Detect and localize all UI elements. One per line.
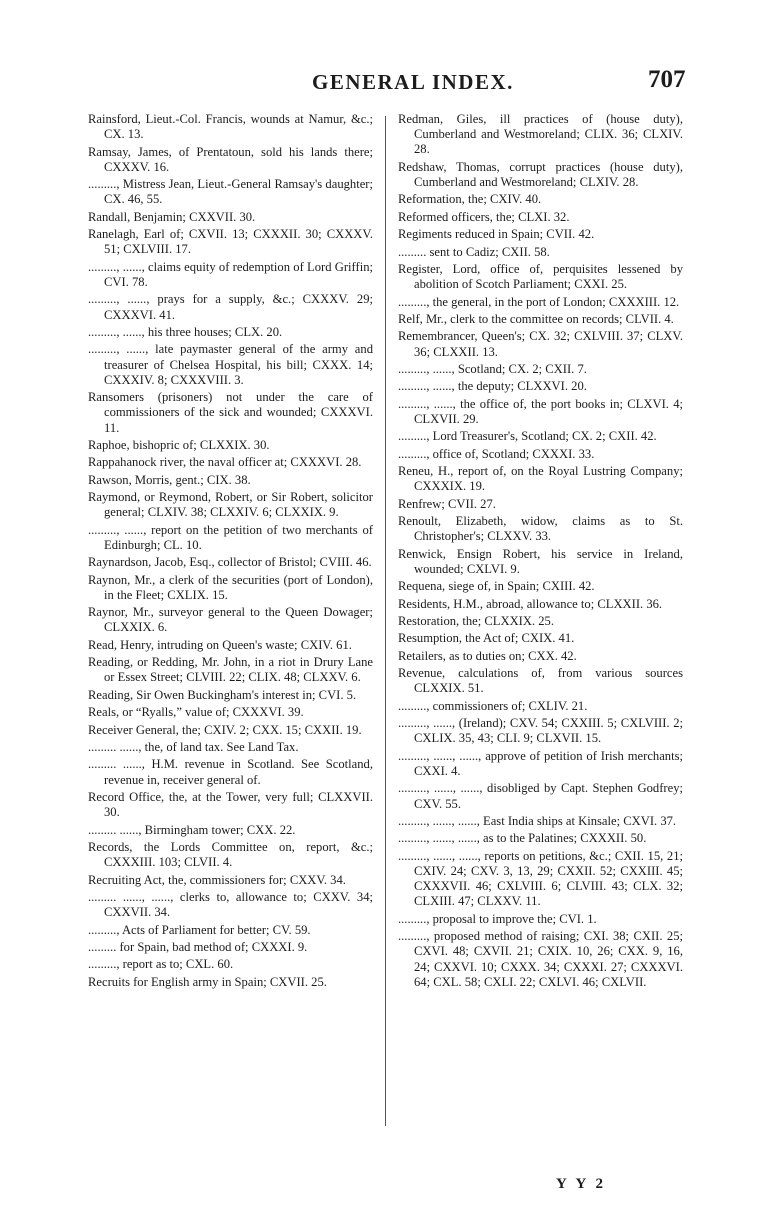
index-entry: Reals, or “Ryalls,” value of; CXXXVI. 39. [88,705,304,720]
index-entry: Redman, Giles, ill practices of (house duty), Cumberland and Westmoreland; CLIX. 36; CLXIV. 28. [398,112,683,157]
index-entry: ........., ......, prays for a supply, &c.; CXXXV. 29; CXXXVI. 41. [88,292,373,322]
index-entry: ........., ......, his three houses; CLX. 20. [88,324,283,339]
page-number: 707 [648,66,686,93]
index-entry: ........., report as to; CXL. 60. [88,957,234,972]
index-entry: Redshaw, Thomas, corrupt practices (house duty), Cumberland and Westmoreland; CLXIV. 28. [398,159,683,189]
index-entry: Receiver General, the; CXIV. 2; CXX. 15; CXXII. 19. [88,722,362,737]
index-entry: ........., commissioners of; CXLIV. 21. [398,698,588,713]
index-entry: ........., ......, Scotland; CX. 2; CXII. 7. [398,361,587,376]
index-entry: Restoration, the; CLXXIX. 25. [398,614,555,629]
index-entry: ........., ......, the office of, the port books in; CLXVI. 4; CLXVII. 29. [398,396,683,426]
index-entry: Reading, or Redding, Mr. John, in a riot in Drury Lane or Essex Street; CLVIII. 22; CLIX. 48; CLXXV. 6. [88,655,373,685]
index-entry: Requena, siege of, in Spain; CXIII. 42. [398,579,595,594]
index-entry: Revenue, calculations of, from various sources CLXXIX. 51. [398,666,683,696]
index-entry: Raphoe, bishopric of; CLXXIX. 30. [88,437,270,452]
index-entry: Reading, Sir Owen Buckingham's interest in; CVI. 5. [88,687,357,702]
index-entry: ........., ......, (Ireland); CXV. 54; CXXIII. 5; CXLVIII. 2; CXLIX. 35, 43; CLI. 9; CLXVII. 15. [398,716,683,746]
index-entry: Rawson, Morris, gent.; CIX. 38. [88,472,251,487]
index-column-right [398,112,683,992]
index-entry: Ramsay, James, of Prentatoun, sold his lands there; CXXXV. 16. [88,144,373,174]
index-entry: Recruiting Act, the, commissioners for; CXXV. 34. [88,872,346,887]
index-entry: Renwick, Ensign Robert, his service in Ireland, wounded; CXLVI. 9. [398,546,683,576]
index-entry: Remembrancer, Queen's; CX. 32; CXLVIII. 37; CLXV. 36; CLXXII. 13. [398,329,683,359]
index-entry: Records, the Lords Committee on, report, &c.; CXXXIII. 103; CLVII. 4. [88,840,373,870]
index-entry: ......... ......, H.M. revenue in Scotland. See Scotland, revenue in, receiver general of. [88,757,373,787]
index-entry: Relf, Mr., clerk to the committee on records; CLVII. 4. [398,311,674,326]
index-entry: Raymond, or Reymond, Robert, or Sir Robert, solicitor general; CLXIV. 38; CLXXIV. 6; CLXXIX. 9. [88,490,373,520]
index-entry: ........., Mistress Jean, Lieut.-General Ramsay's daughter; CX. 46, 55. [88,177,373,207]
index-entry: ........., the general, in the port of London; CXXXIII. 12. [398,294,680,309]
index-entry: ........., ......, claims equity of redemption of Lord Griffin; CVI. 78. [88,259,373,289]
index-entry: Retailers, as to duties on; CXX. 42. [398,648,577,663]
index-entry: ......... ......, the, of land tax. See Land Tax. [88,740,299,755]
index-entry: ........., ......, ......, approve of petition of Irish merchants; CXXI. 4. [398,748,683,778]
index-entry: Rainsford, Lieut.-Col. Francis, wounds at Namur, &c.; CX. 13. [88,112,373,142]
index-entry: ........., proposal to improve the; CVI. 1. [398,911,597,926]
index-entry: ........., proposed method of raising; CXI. 38; CXII. 25; CXVI. 48; CXVII. 21; CXIX. 10, 26; CXX. 9, 16, 24; CXXVI. 10; CXXX. 34; CXXXI. 27; CXXXVI. 64; CXL. 58; CXLI. 22; CXLVI. 46; CXLVII. [398,929,683,989]
index-entry: Recruits for English army in Spain; CXVII. 25. [88,974,327,989]
index-entry: ........., Lord Treasurer's, Scotland; CX. 2; CXII. 42. [398,429,657,444]
index-entry: Raynardson, Jacob, Esq., collector of Bristol; CVIII. 46. [88,555,372,570]
index-entry: ......... for Spain, bad method of; CXXXI. 9. [88,939,308,954]
index-entry: Reneu, H., report of, on the Royal Lustring Company; CXXXIX. 19. [398,464,683,494]
index-entry: Raynon, Mr., a clerk of the securities (port of London), in the Fleet; CXLIX. 15. [88,572,373,602]
index-entry: Read, Henry, intruding on Queen's waste; CXIV. 61. [88,637,352,652]
index-entry: ........., Acts of Parliament for better; CV. 59. [88,922,311,937]
index-entry: Ranelagh, Earl of; CXVII. 13; CXXXII. 30; CXXXV. 51; CXLVIII. 17. [88,227,373,257]
index-entry: ......... ......, Birmingham tower; CXX. 22. [88,822,296,837]
index-entry: ........., ......, ......, reports on petitions, &c.; CXII. 15, 21; CXIV. 24; CXV. 3, 13, 29; CXXII. 52; CXXIII. 45; CXXXVII. 46; CXLVIII. 6; CLVIII. 43; CLX. 32; CLXIII. 47; CLXXV. 11. [398,848,683,909]
index-entry: Record Office, the, at the Tower, very full; CLXXVII. 30. [88,790,373,820]
index-entry: ......... ......, ......, clerks to, allowance to; CXXV. 34; CXXVII. 34. [88,889,373,920]
index-entry: Rappahanock river, the naval officer at; CXXXVI. 28. [88,455,362,470]
index-entry: Randall, Benjamin; CXXVII. 30. [88,209,256,224]
index-entry: Register, Lord, office of, perquisites lessened by abolition of Scotch Parliament; CXXI. 25. [398,261,683,292]
index-entry: ........., office of, Scotland; CXXXI. 33. [398,446,595,461]
index-entry: Renfrew; CVII. 27. [398,496,496,511]
index-entry: Residents, H.M., abroad, allowance to; CLXXII. 36. [398,596,663,611]
index-entry: ........., ......, ......, as to the Palatines; CXXXII. 50. [398,831,647,846]
index-entry: ......... sent to Cadiz; CXII. 58. [398,244,550,259]
index-entry: ........., ......, report on the petition of two merchants of Edinburgh; CL. 10. [88,522,373,552]
index-column-left [88,112,373,992]
index-entry: Regiments reduced in Spain; CVII. 42. [398,227,595,242]
index-entry: Ransomers (prisoners) not under the care of commissioners of the sick and wounded; CXXXVI. 11. [88,390,373,435]
column-divider [385,116,386,1126]
index-entry: ........., ......, ......, East India ships at Kinsale; CXVI. 37. [398,813,677,828]
index-entry: ........., ......, ......, disobliged by Capt. Stephen Godfrey; CXV. 55. [398,781,683,811]
signature-mark: Y Y 2 [556,1176,606,1192]
index-entry: Reformed officers, the; CLXI. 32. [398,209,570,224]
index-entry: Renoult, Elizabeth, widow, claims as to St. Christopher's; CLXXV. 33. [398,514,683,544]
running-head: GENERAL INDEX. [312,70,514,94]
index-entry: ........., ......, late paymaster general of the army and treasurer of Chelsea Hospital, his bill; CXXX. 14; CXXXIV. 8; CXXXVIII. 3. [88,342,373,387]
index-entry: Resumption, the Act of; CXIX. 41. [398,631,575,646]
index-entry: Reformation, the; CXIV. 40. [398,192,542,207]
index-entry: Raynor, Mr., surveyor general to the Queen Dowager; CLXXIX. 6. [88,605,373,635]
page-header [0,66,770,106]
index-entry: ........., ......, the deputy; CLXXVI. 20. [398,379,587,394]
